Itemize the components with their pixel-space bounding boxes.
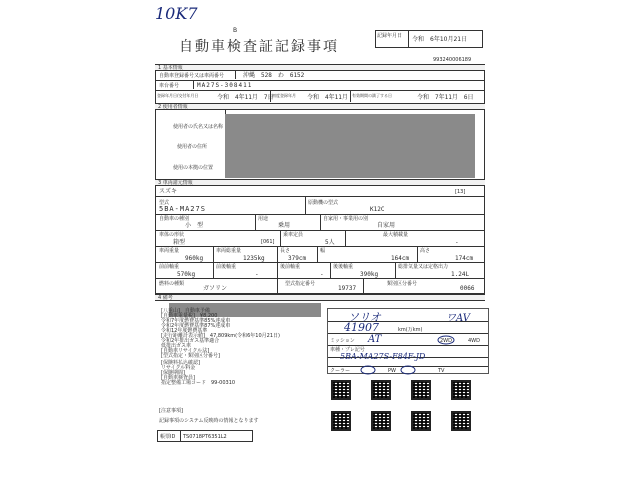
qr-code: [331, 380, 351, 400]
grade-handwritten: ワAV: [446, 313, 470, 324]
first-reg-label: 登録年月日/交付年月日: [157, 93, 199, 98]
remark-line: [自動車リサイクル法]: [161, 348, 210, 354]
width-value: 164cm: [391, 255, 410, 262]
record-date-box: [375, 30, 483, 48]
unit-label: km(万km): [398, 327, 423, 333]
inspection-record-sheet: [155, 28, 485, 458]
remark-line: 低排出ガス車: [161, 343, 192, 349]
qr-code: [371, 380, 391, 400]
class-no-label: 類別区分番号: [387, 281, 418, 287]
weight-value: 960kg: [185, 255, 204, 262]
form-id-box: [157, 430, 253, 442]
remark-line: [八重山] 自動車予備: [161, 308, 210, 314]
max-load-value: -: [455, 239, 459, 246]
section-basic: 1 基本情報: [155, 64, 485, 71]
remark-line: [型式指定・類別区分番号]: [161, 353, 220, 359]
rr-value: 390kg: [360, 271, 379, 278]
shape-label: 車体の形状: [159, 232, 185, 238]
capacity-label: 乗車定員: [283, 232, 304, 238]
gross-value: 1235kg: [243, 255, 265, 262]
qr-code: [411, 411, 431, 431]
ff-label: 前前軸重: [159, 264, 180, 270]
mission-label: ミッション: [330, 338, 355, 344]
section-owner: 2 使用者情報: [155, 103, 485, 110]
remark-line: [自動車検査員]: [161, 375, 195, 381]
section-spec: 3 車両諸元情報: [155, 179, 485, 186]
vin-value: MA27S-308411: [197, 82, 253, 89]
marker-b: B: [233, 27, 238, 34]
record-date-label: 記録年月日: [377, 33, 403, 39]
qr-code: [451, 411, 471, 431]
fr-label: 前後軸重: [216, 264, 237, 270]
private-value: 自家用: [377, 222, 396, 229]
circle-marks: [328, 309, 488, 375]
shape-code: [061]: [261, 239, 275, 245]
fuel-value: ガソリン: [203, 285, 228, 292]
first-year-value: 令和 4年11月: [307, 94, 348, 101]
remark-line: リサイクル料金: [161, 365, 196, 371]
expiry-value: 令和 7年11月 6日: [417, 94, 474, 101]
notice-text: 記録事項のシステム反映時の情報となります: [159, 418, 259, 424]
cooler-label: クーラー: [330, 368, 351, 374]
width-label: 幅: [320, 248, 326, 254]
fr-value: -: [255, 271, 259, 278]
maker-code: [13]: [455, 189, 466, 195]
qr-code: [371, 411, 391, 431]
height-value: 174cm: [455, 255, 474, 262]
remark-line: [自動車重量税] ¥8,200: [161, 313, 218, 319]
model-label: 型式: [159, 200, 170, 206]
reg-label: 自動車登録番号又は車両番号: [159, 73, 225, 79]
drive-4wd: 4WD: [468, 338, 480, 344]
model-code-handwritten: 5BA-MA27S-F84F-JD: [340, 352, 426, 361]
vin-label: 車台番号: [159, 83, 180, 89]
handwritten-page-number: 10K7: [155, 4, 198, 23]
qr-code: [331, 411, 351, 431]
type-no-value: 19737: [338, 285, 357, 292]
remark-line: [走行距離計表示値] 47,809km(令和6年10月21日): [161, 333, 280, 339]
gross-label: 車両総重量: [216, 248, 242, 254]
remark-line: 令和2年度燃費基準87%達成車: [161, 323, 231, 329]
owner-addr-label: 使用者の住所: [177, 144, 208, 150]
length-value: 379cm: [288, 255, 307, 262]
handwritten-form: [327, 308, 489, 374]
car-name-handwritten: ソリオ: [348, 311, 381, 324]
ff-value: 570kg: [177, 271, 196, 278]
remark-line: [保険期間]: [161, 370, 185, 376]
rf-label: 後前軸重: [280, 264, 301, 270]
use-value: 乗用: [278, 222, 291, 229]
private-label: 自家用・事業用の別: [323, 216, 369, 222]
number-handwritten: 41907: [344, 321, 379, 334]
record-date-value: 令和 6年10月21日: [412, 36, 468, 43]
model-code-label: 車種・プレ記号: [330, 347, 365, 353]
base-label: 使用の本拠の位置: [173, 165, 214, 171]
rr-label: 後後軸重: [333, 264, 354, 270]
document-title: 自動車検査証記録事項: [179, 39, 339, 55]
remark-line: 令和2年排出ガス基準適合: [161, 338, 220, 344]
qr-code: [411, 380, 431, 400]
qr-code: [451, 380, 471, 400]
capacity-value: 5人: [325, 239, 335, 246]
owner-name-label: 使用者の氏名又は名称: [173, 124, 224, 130]
weight-label: 車両重量: [159, 248, 180, 254]
first-year-label: 初度登録年月: [272, 93, 296, 98]
reg-value: 沖縄 528 わ 6152: [243, 72, 305, 79]
class-no-value: 0066: [460, 285, 475, 292]
displacement-label: 総排気量又は定格出力: [398, 264, 449, 270]
owner-redaction: [225, 114, 475, 178]
form-id-value: TS0718PT6351L2: [183, 434, 227, 440]
notice-label: [注意事項]: [159, 408, 183, 414]
fuel-label: 燃料の種類: [159, 281, 185, 287]
drive-2wd: 2WD: [440, 338, 452, 344]
mission-handwritten: AT: [368, 334, 382, 345]
maker-value: スズキ: [159, 188, 178, 195]
engine-value: K12C: [370, 206, 385, 213]
rf-value: -: [320, 271, 324, 278]
remark-line: 令和12年度燃費基準: [161, 328, 208, 334]
engine-label: 原動機の型式: [308, 200, 339, 206]
tv-label: TV: [438, 368, 445, 374]
type-no-label: 型式指定番号: [285, 281, 316, 287]
pw-label: PW: [388, 368, 396, 374]
serial-number: 993240006189: [433, 57, 472, 63]
height-label: 高さ: [420, 248, 431, 254]
remark-line: [保険料払込確認]: [161, 360, 200, 366]
expiry-label: 有効期間の満了する日: [352, 93, 392, 98]
length-label: 長さ: [280, 248, 291, 254]
remark-line: 令和7年度燃費基準85%達成車: [161, 318, 231, 324]
max-load-label: 最大積載量: [383, 232, 409, 238]
kind-value: 小 型: [185, 222, 204, 229]
use-label: 用途: [258, 216, 269, 222]
kind-label: 自動車の種別: [159, 216, 190, 222]
model-value: 5BA-MA27S: [159, 205, 206, 213]
form-id-label: 帳票ID: [160, 434, 176, 440]
remark-line: 指定整備工場コード 99-00310: [161, 380, 236, 386]
first-reg-value: 令和 4年11月 7日: [217, 94, 274, 101]
displacement-value: 1.24L: [451, 271, 470, 278]
section-remarks: 4 備考: [155, 294, 485, 301]
shape-value: 箱型: [173, 239, 186, 246]
